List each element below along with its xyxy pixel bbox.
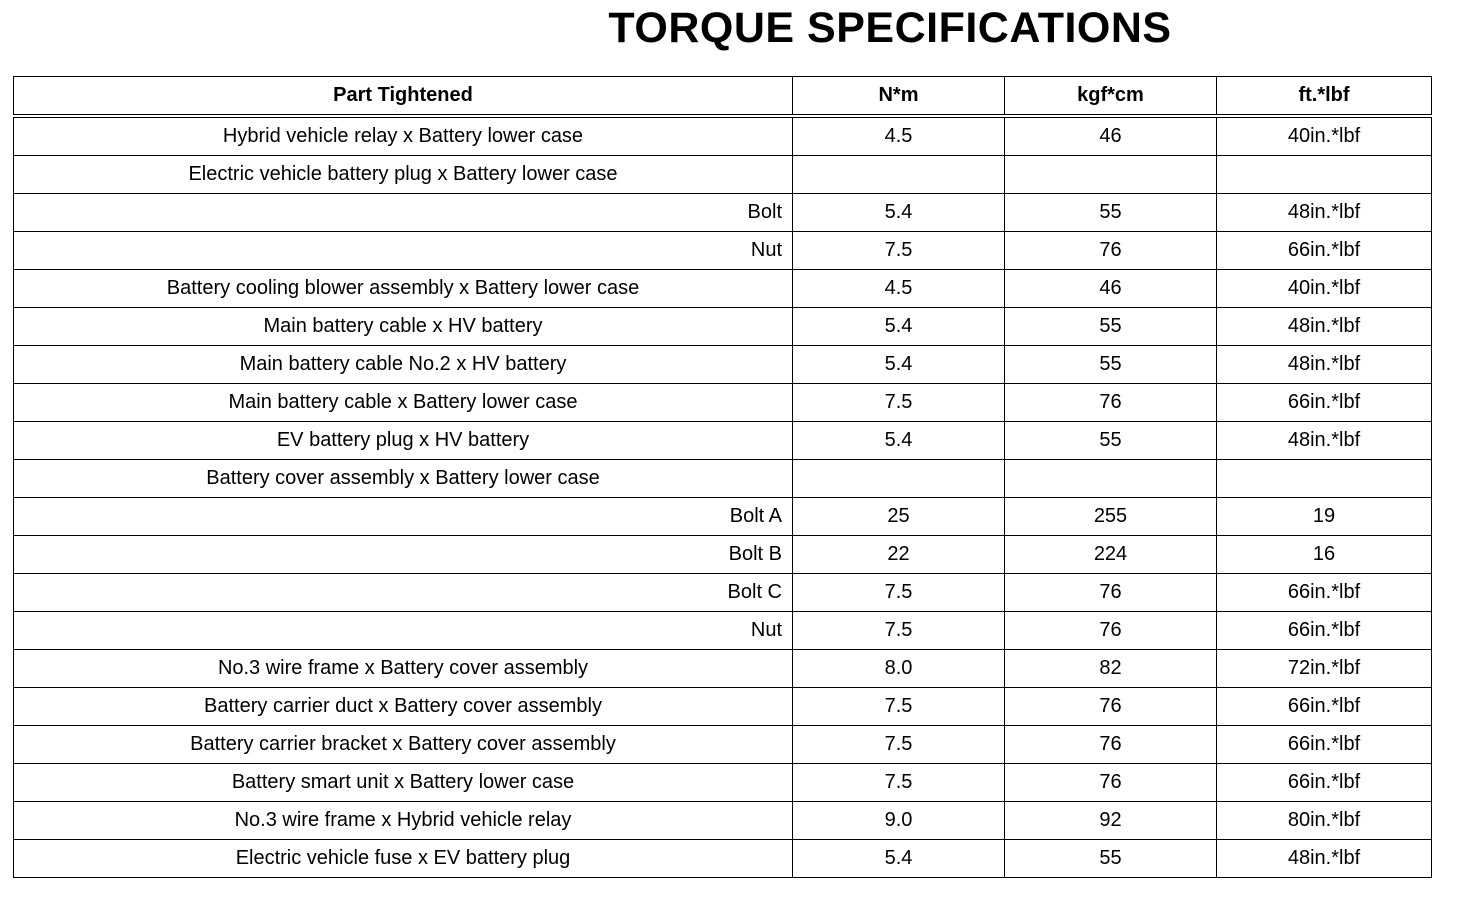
nm-cell: 4.5 bbox=[793, 270, 1005, 308]
part-cell: Bolt C bbox=[14, 574, 793, 612]
kgf-cell: 82 bbox=[1005, 650, 1217, 688]
table-row bbox=[14, 650, 1432, 688]
nm-cell: 7.5 bbox=[793, 612, 1005, 650]
nm-cell: 5.4 bbox=[793, 840, 1005, 878]
table-row bbox=[14, 802, 1432, 840]
table-row bbox=[14, 270, 1432, 308]
ft-cell: 48in.*lbf bbox=[1217, 308, 1432, 346]
nm-cell bbox=[793, 460, 1005, 498]
table-row bbox=[14, 422, 1432, 460]
nm-cell: 7.5 bbox=[793, 384, 1005, 422]
kgf-cell: 76 bbox=[1005, 612, 1217, 650]
nm-cell: 5.4 bbox=[793, 308, 1005, 346]
torque-spec-table bbox=[13, 76, 1432, 878]
nm-cell: 7.5 bbox=[793, 574, 1005, 612]
kgf-cell: 55 bbox=[1005, 422, 1217, 460]
nm-cell: 5.4 bbox=[793, 194, 1005, 232]
nm-cell: 7.5 bbox=[793, 726, 1005, 764]
header-ft-lbf: ft.*lbf bbox=[1217, 77, 1432, 117]
part-cell: Main battery cable x HV battery bbox=[14, 308, 793, 346]
part-cell: Battery cover assembly x Battery lower case bbox=[14, 460, 793, 498]
ft-cell: 80in.*lbf bbox=[1217, 802, 1432, 840]
ft-cell: 48in.*lbf bbox=[1217, 346, 1432, 384]
ft-cell: 19 bbox=[1217, 498, 1432, 536]
part-cell: Main battery cable x Battery lower case bbox=[14, 384, 793, 422]
ft-cell: 40in.*lbf bbox=[1217, 270, 1432, 308]
ft-cell: 66in.*lbf bbox=[1217, 726, 1432, 764]
nm-cell: 7.5 bbox=[793, 688, 1005, 726]
part-cell: EV battery plug x HV battery bbox=[14, 422, 793, 460]
part-cell: Electric vehicle fuse x EV battery plug bbox=[14, 840, 793, 878]
part-cell: Bolt B bbox=[14, 536, 793, 574]
part-cell: Main battery cable No.2 x HV battery bbox=[14, 346, 793, 384]
ft-cell: 48in.*lbf bbox=[1217, 422, 1432, 460]
part-cell: Battery carrier duct x Battery cover assembly bbox=[14, 688, 793, 726]
kgf-cell bbox=[1005, 460, 1217, 498]
ft-cell: 66in.*lbf bbox=[1217, 688, 1432, 726]
nm-cell: 22 bbox=[793, 536, 1005, 574]
part-cell: No.3 wire frame x Battery cover assembly bbox=[14, 650, 793, 688]
table-row bbox=[14, 840, 1432, 878]
kgf-cell: 76 bbox=[1005, 726, 1217, 764]
nm-cell: 25 bbox=[793, 498, 1005, 536]
ft-cell bbox=[1217, 156, 1432, 194]
ft-cell: 48in.*lbf bbox=[1217, 840, 1432, 878]
ft-cell: 72in.*lbf bbox=[1217, 650, 1432, 688]
ft-cell bbox=[1217, 460, 1432, 498]
part-cell: Nut bbox=[14, 232, 793, 270]
part-cell: Bolt bbox=[14, 194, 793, 232]
nm-cell bbox=[793, 156, 1005, 194]
header-nm: N*m bbox=[793, 77, 1005, 117]
table-row bbox=[14, 384, 1432, 422]
part-cell: No.3 wire frame x Hybrid vehicle relay bbox=[14, 802, 793, 840]
kgf-cell: 255 bbox=[1005, 498, 1217, 536]
nm-cell: 8.0 bbox=[793, 650, 1005, 688]
table-row bbox=[14, 764, 1432, 802]
table-row bbox=[14, 726, 1432, 764]
nm-cell: 5.4 bbox=[793, 422, 1005, 460]
ft-cell: 40in.*lbf bbox=[1217, 116, 1432, 156]
table-row bbox=[14, 116, 1432, 156]
header-part-tightened: Part Tightened bbox=[14, 77, 793, 117]
part-cell: Nut bbox=[14, 612, 793, 650]
kgf-cell: 55 bbox=[1005, 194, 1217, 232]
table-row bbox=[14, 574, 1432, 612]
ft-cell: 66in.*lbf bbox=[1217, 232, 1432, 270]
kgf-cell: 76 bbox=[1005, 764, 1217, 802]
ft-cell: 66in.*lbf bbox=[1217, 764, 1432, 802]
ft-cell: 66in.*lbf bbox=[1217, 384, 1432, 422]
page-title: TORQUE SPECIFICATIONS bbox=[608, 4, 1172, 52]
kgf-cell: 46 bbox=[1005, 270, 1217, 308]
nm-cell: 9.0 bbox=[793, 802, 1005, 840]
kgf-cell: 76 bbox=[1005, 384, 1217, 422]
nm-cell: 7.5 bbox=[793, 232, 1005, 270]
ft-cell: 16 bbox=[1217, 536, 1432, 574]
table-row bbox=[14, 612, 1432, 650]
table-row bbox=[14, 688, 1432, 726]
table-row bbox=[14, 194, 1432, 232]
table-row bbox=[14, 308, 1432, 346]
kgf-cell: 55 bbox=[1005, 308, 1217, 346]
kgf-cell: 76 bbox=[1005, 574, 1217, 612]
part-cell: Bolt A bbox=[14, 498, 793, 536]
kgf-cell: 46 bbox=[1005, 116, 1217, 156]
kgf-cell: 224 bbox=[1005, 536, 1217, 574]
nm-cell: 5.4 bbox=[793, 346, 1005, 384]
ft-cell: 66in.*lbf bbox=[1217, 612, 1432, 650]
table-row bbox=[14, 460, 1432, 498]
ft-cell: 66in.*lbf bbox=[1217, 574, 1432, 612]
part-cell: Hybrid vehicle relay x Battery lower case bbox=[14, 116, 793, 156]
kgf-cell: 76 bbox=[1005, 232, 1217, 270]
kgf-cell: 92 bbox=[1005, 802, 1217, 840]
part-cell: Electric vehicle battery plug x Battery lower case bbox=[14, 156, 793, 194]
table-row bbox=[14, 498, 1432, 536]
nm-cell: 7.5 bbox=[793, 764, 1005, 802]
part-cell: Battery carrier bracket x Battery cover assembly bbox=[14, 726, 793, 764]
kgf-cell: 76 bbox=[1005, 688, 1217, 726]
table-row bbox=[14, 156, 1432, 194]
kgf-cell: 55 bbox=[1005, 840, 1217, 878]
table-row bbox=[14, 536, 1432, 574]
table-row bbox=[14, 346, 1432, 384]
header-kgf-cm: kgf*cm bbox=[1005, 77, 1217, 117]
kgf-cell bbox=[1005, 156, 1217, 194]
table-row bbox=[14, 232, 1432, 270]
nm-cell: 4.5 bbox=[793, 116, 1005, 156]
kgf-cell: 55 bbox=[1005, 346, 1217, 384]
part-cell: Battery cooling blower assembly x Battery lower case bbox=[14, 270, 793, 308]
ft-cell: 48in.*lbf bbox=[1217, 194, 1432, 232]
part-cell: Battery smart unit x Battery lower case bbox=[14, 764, 793, 802]
table-header-row bbox=[14, 77, 1432, 117]
